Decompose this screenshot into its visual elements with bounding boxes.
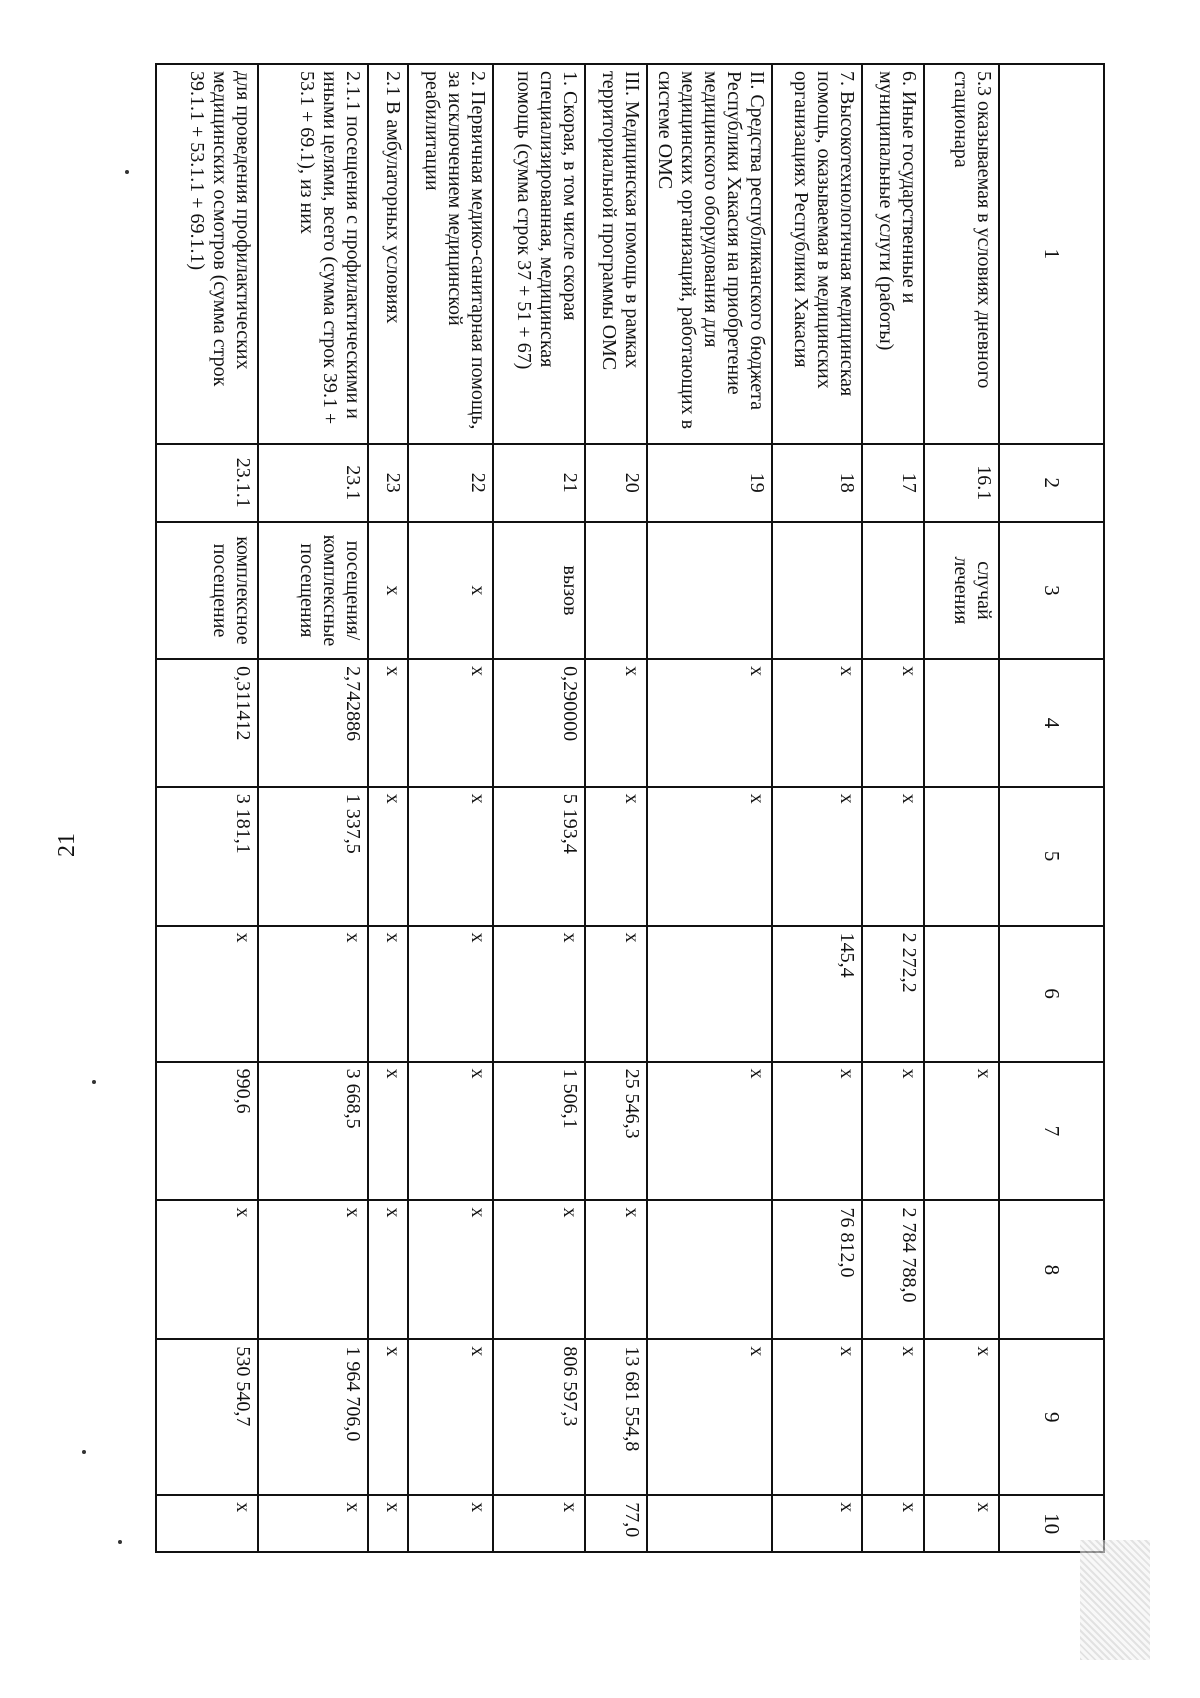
table-cell-col-10: 77,0: [585, 1495, 647, 1552]
table-cell-col-10: х: [493, 1495, 585, 1552]
table-cell-col-7: х: [408, 1062, 493, 1201]
table-cell-col-1: 5.3 оказываемая в условиях дневного стационара: [924, 64, 999, 444]
table-cell-col-4: [924, 659, 999, 787]
table-cell-col-6: [647, 926, 772, 1062]
table-cell-col-8: [924, 1200, 999, 1339]
table-cell-col-8: х: [156, 1200, 258, 1339]
table-cell-col-3: [585, 522, 647, 659]
table-cell-col-5: 3 181,1: [156, 787, 258, 926]
col-header-2: 2: [999, 444, 1104, 522]
table-cell-col-7: х: [772, 1062, 862, 1201]
table-cell-col-6: 145,4: [772, 926, 862, 1062]
table-row: [924, 64, 999, 1552]
table-cell-col-4: 0,290000: [493, 659, 585, 787]
table-cell-col-5: 1 337,5: [258, 787, 368, 926]
table-cell-col-9: х: [862, 1339, 924, 1495]
table-row: [408, 64, 493, 1552]
table-cell-col-1: 1. Скорая, в том числе скорая специализированная, медицинская помощь (сумма строк 37 + 51 + 67): [493, 64, 585, 444]
table-cell-col-4: 0,311412: [156, 659, 258, 787]
table-cell-col-5: х: [408, 787, 493, 926]
table-cell-col-2: 16.1: [924, 444, 999, 522]
table-cell-col-2: 21: [493, 444, 585, 522]
table-cell-col-10: х: [258, 1495, 368, 1552]
table-cell-col-6: х: [368, 926, 408, 1062]
table-cell-col-3: случай лечения: [924, 522, 999, 659]
table-cell-col-10: х: [156, 1495, 258, 1552]
table-cell-col-6: х: [408, 926, 493, 1062]
table-cell-col-2: 23: [368, 444, 408, 522]
scan-speck: [82, 1450, 86, 1454]
table-cell-col-8: [647, 1200, 772, 1339]
table-cell-col-9: 13 681 554,8: [585, 1339, 647, 1495]
table-cell-col-3: х: [408, 522, 493, 659]
table-cell-col-9: х: [368, 1339, 408, 1495]
table-cell-col-6: х: [156, 926, 258, 1062]
table-cell-col-4: х: [772, 659, 862, 787]
scan-speck: [125, 170, 129, 174]
table-cell-col-6: 2 272,2: [862, 926, 924, 1062]
table-row: [258, 64, 368, 1552]
table-cell-col-6: [924, 926, 999, 1062]
table-row: [156, 64, 258, 1552]
table-cell-col-9: х: [408, 1339, 493, 1495]
table-cell-col-1: для проведения профилактических медицинских осмотров (сумма строк 39.1.1 + 53.1.1 + 69.1.1): [156, 64, 258, 444]
table-cell-col-10: х: [924, 1495, 999, 1552]
table-cell-col-3: х: [368, 522, 408, 659]
table-container: [155, 63, 1105, 1553]
table-cell-col-6: х: [585, 926, 647, 1062]
table-cell-col-5: х: [772, 787, 862, 926]
table-cell-col-7: х: [862, 1062, 924, 1201]
table-cell-col-4: х: [647, 659, 772, 787]
table-cell-col-8: 2 784 788,0: [862, 1200, 924, 1339]
table-cell-col-9: х: [647, 1339, 772, 1495]
table-cell-col-7: 990,6: [156, 1062, 258, 1201]
table-cell-col-5: х: [585, 787, 647, 926]
table-row: [647, 64, 772, 1552]
table-cell-col-8: х: [493, 1200, 585, 1339]
table-row: [772, 64, 862, 1552]
table-cell-col-2: 17: [862, 444, 924, 522]
table-cell-col-1: II. Средства республиканского бюджета Республики Хакасия на приобретение медицинского оборудования для медицинских организаций, работающих в системе ОМС: [647, 64, 772, 444]
table-cell-col-3: [862, 522, 924, 659]
table-cell-col-3: посещения/ комплексные посещения: [258, 522, 368, 659]
table-cell-col-8: х: [408, 1200, 493, 1339]
col-header-5: 5: [999, 787, 1104, 926]
table-cell-col-2: 23.1.1: [156, 444, 258, 522]
table-row: [862, 64, 924, 1552]
table-cell-col-1: 2.1 В амбулаторных условиях: [368, 64, 408, 444]
page-number: 21: [54, 833, 80, 857]
scan-speck: [92, 1080, 96, 1084]
table-cell-col-1: 2.1.1 посещения с профилактическими и иными целями, всего (сумма строк 39.1 + 53.1 + 69.1), из них: [258, 64, 368, 444]
table-cell-col-4: 2,742886: [258, 659, 368, 787]
table-cell-col-8: х: [585, 1200, 647, 1339]
table-cell-col-10: х: [862, 1495, 924, 1552]
table-cell-col-9: 1 964 706,0: [258, 1339, 368, 1495]
table-cell-col-4: х: [368, 659, 408, 787]
table-cell-col-7: 25 546,3: [585, 1062, 647, 1201]
data-table: [155, 63, 1105, 1553]
col-header-3: 3: [999, 522, 1104, 659]
col-header-7: 7: [999, 1062, 1104, 1201]
table-cell-col-8: х: [368, 1200, 408, 1339]
table-cell-col-2: 22: [408, 444, 493, 522]
table-cell-col-9: х: [772, 1339, 862, 1495]
col-header-8: 8: [999, 1200, 1104, 1339]
table-row: [585, 64, 647, 1552]
table-cell-col-4: х: [862, 659, 924, 787]
table-cell-col-6: х: [258, 926, 368, 1062]
table-cell-col-1: 6. Иные государственные и муниципальные услуги (работы): [862, 64, 924, 444]
table-cell-col-2: 20: [585, 444, 647, 522]
table-cell-col-9: 806 597,3: [493, 1339, 585, 1495]
scan-smudge: [1080, 1540, 1150, 1660]
col-header-9: 9: [999, 1339, 1104, 1495]
table-cell-col-7: х: [368, 1062, 408, 1201]
table-cell-col-5: х: [862, 787, 924, 926]
table-cell-col-9: х: [924, 1339, 999, 1495]
table-cell-col-3: вызов: [493, 522, 585, 659]
table-row: [493, 64, 585, 1552]
table-cell-col-10: [647, 1495, 772, 1552]
table-cell-col-7: х: [924, 1062, 999, 1201]
table-cell-col-10: х: [772, 1495, 862, 1552]
table-body: [156, 64, 1104, 1552]
table-cell-col-8: х: [258, 1200, 368, 1339]
scan-speck: [118, 1540, 122, 1544]
table-cell-col-1: 7. Высокотехнологичная медицинская помощь, оказываемая в медицинских организациях Республики Хакасия: [772, 64, 862, 444]
table-cell-col-1: III. Медицинская помощь в рамках территориальной программы ОМС: [585, 64, 647, 444]
table-cell-col-5: [924, 787, 999, 926]
table-cell-col-6: х: [493, 926, 585, 1062]
table-cell-col-1: 2. Первичная медико-санитарная помощь, за исключением медицинской реабилитации: [408, 64, 493, 444]
col-header-6: 6: [999, 926, 1104, 1062]
table-cell-col-2: 18: [772, 444, 862, 522]
table-cell-col-4: х: [585, 659, 647, 787]
table-row: [368, 64, 408, 1552]
table-cell-col-5: х: [647, 787, 772, 926]
page-number-wrap: [52, 830, 82, 860]
table-cell-col-9: 530 540,7: [156, 1339, 258, 1495]
table-cell-col-2: 19: [647, 444, 772, 522]
col-header-4: 4: [999, 659, 1104, 787]
col-header-10: 10: [999, 1495, 1104, 1552]
table-cell-col-5: 5 193,4: [493, 787, 585, 926]
col-header-1: 1: [999, 64, 1104, 444]
header-row: [999, 64, 1104, 1552]
table-cell-col-4: х: [408, 659, 493, 787]
table-cell-col-2: 23.1: [258, 444, 368, 522]
table-cell-col-5: х: [368, 787, 408, 926]
table-cell-col-7: 3 668,5: [258, 1062, 368, 1201]
table-cell-col-8: 76 812,0: [772, 1200, 862, 1339]
table-cell-col-10: х: [408, 1495, 493, 1552]
table-cell-col-3: [772, 522, 862, 659]
table-cell-col-7: х: [647, 1062, 772, 1201]
table-cell-col-3: [647, 522, 772, 659]
table-cell-col-10: х: [368, 1495, 408, 1552]
table-cell-col-7: 1 506,1: [493, 1062, 585, 1201]
table-cell-col-3: комплексное посещение: [156, 522, 258, 659]
